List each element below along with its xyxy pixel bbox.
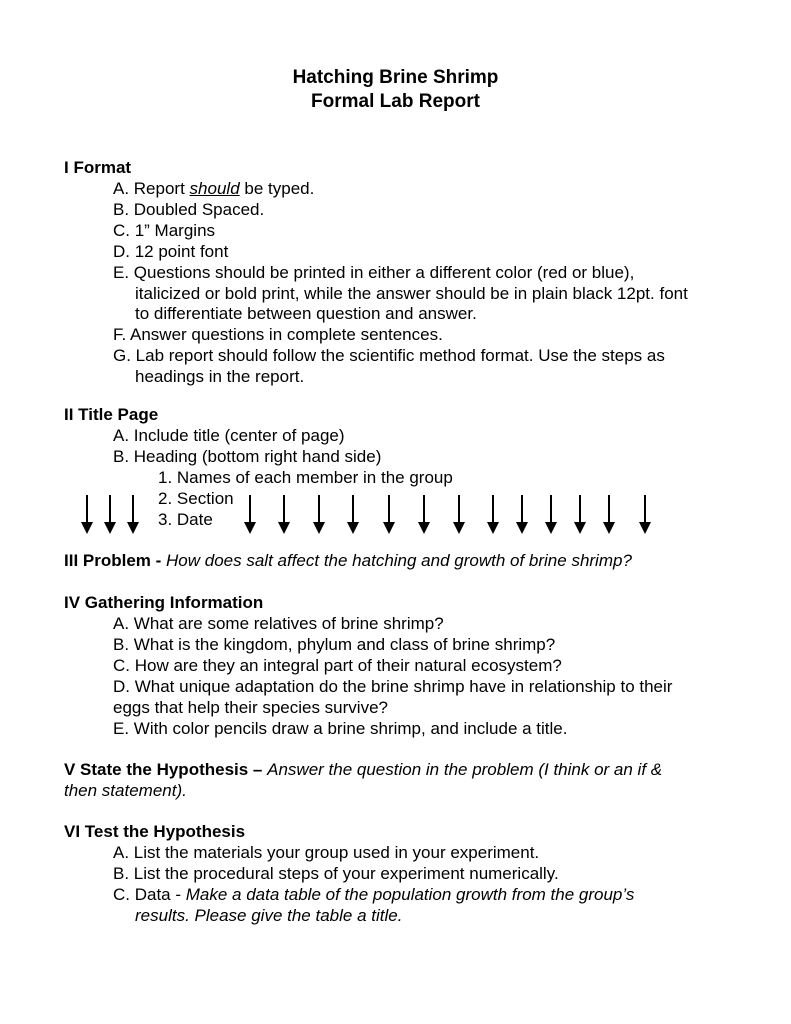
down-arrow-icon bbox=[601, 493, 617, 535]
gathering-item-a: A. What are some relatives of brine shrimp? bbox=[113, 614, 444, 633]
section-format-heading: I Format bbox=[64, 158, 132, 177]
test-item-c-label: C. Data - bbox=[113, 885, 186, 904]
test-item-b: B. List the procedural steps of your experiment numerically. bbox=[113, 864, 559, 883]
gathering-item-e: E. With color pencils draw a brine shrimp, and include a title. bbox=[113, 719, 568, 738]
test-item-a: A. List the materials your group used in your experiment. bbox=[113, 843, 540, 862]
format-item-a-post: be typed. bbox=[239, 179, 315, 198]
down-arrow-icon bbox=[311, 493, 327, 535]
title-page-item-b: B. Heading (bottom right hand side) bbox=[113, 447, 382, 466]
down-arrow-icon bbox=[242, 493, 258, 535]
format-item-g-line1: G. Lab report should follow the scientific method format. Use the steps as bbox=[113, 346, 665, 365]
gathering-item-c: C. How are they an integral part of their natural ecosystem? bbox=[113, 656, 562, 675]
section-hypothesis bbox=[64, 759, 662, 780]
format-item-e-line1: E. Questions should be printed in either a different color (red or blue), bbox=[113, 263, 635, 282]
format-item-d: D. 12 point font bbox=[113, 242, 229, 261]
down-arrow-icon bbox=[416, 493, 432, 535]
heading-subitem-1: 1. Names of each member in the group bbox=[158, 468, 453, 487]
gathering-item-d-line2: eggs that help their species survive? bbox=[113, 698, 388, 717]
format-item-f: F. Answer questions in complete sentences. bbox=[113, 325, 443, 344]
down-arrow-icon bbox=[485, 493, 501, 535]
format-item-e-line3: to differentiate between question and answer. bbox=[135, 304, 477, 323]
section-title-page-heading: II Title Page bbox=[64, 405, 159, 424]
test-item-c-text: Make a data table of the population growth from the group’s bbox=[185, 885, 635, 904]
down-arrow-icon bbox=[514, 493, 530, 535]
section-problem-heading: III Problem - bbox=[64, 551, 167, 570]
format-item-c: C. 1” Margins bbox=[113, 221, 216, 240]
format-item-a-emphasis: should bbox=[189, 179, 240, 198]
document-subtitle: Formal Lab Report bbox=[311, 91, 480, 112]
format-item-a bbox=[113, 178, 314, 199]
test-item-c-line2: results. Please give the table a title. bbox=[135, 906, 403, 925]
hypothesis-text-line2: then statement). bbox=[64, 781, 187, 800]
gathering-item-d-line1: D. What unique adaptation do the brine shrimp have in relationship to their bbox=[113, 677, 673, 696]
section-gathering-heading: IV Gathering Information bbox=[64, 593, 264, 612]
down-arrow-icon bbox=[125, 493, 141, 535]
format-item-e-line2: italicized or bold print, while the answer should be in plain black 12pt. font bbox=[135, 284, 688, 303]
down-arrow-icon bbox=[543, 493, 559, 535]
section-problem bbox=[64, 550, 632, 571]
title-page-item-a: A. Include title (center of page) bbox=[113, 426, 345, 445]
down-arrow-icon bbox=[102, 493, 118, 535]
down-arrow-icon bbox=[451, 493, 467, 535]
problem-question: How does salt affect the hatching and growth of brine shrimp? bbox=[166, 551, 632, 570]
down-arrow-icon bbox=[572, 493, 588, 535]
gathering-item-b: B. What is the kingdom, phylum and class of brine shrimp? bbox=[113, 635, 556, 654]
down-arrow-icon bbox=[345, 493, 361, 535]
test-item-c-line1 bbox=[113, 884, 634, 905]
down-arrow-icon bbox=[381, 493, 397, 535]
heading-subitem-3: 3. Date bbox=[158, 510, 213, 529]
section-test-heading: VI Test the Hypothesis bbox=[64, 822, 246, 841]
down-arrow-icon bbox=[637, 493, 653, 535]
document-title: Hatching Brine Shrimp bbox=[292, 67, 499, 88]
hypothesis-text-line1: Answer the question in the problem (I think or an if & bbox=[267, 760, 663, 779]
section-hypothesis-heading: V State the Hypothesis – bbox=[64, 760, 268, 779]
down-arrow-icon bbox=[276, 493, 292, 535]
format-item-a-pre: A. Report bbox=[113, 179, 190, 198]
format-item-g-line2: headings in the report. bbox=[135, 367, 305, 386]
down-arrow-icon bbox=[79, 493, 95, 535]
heading-subitem-2: 2. Section bbox=[158, 489, 234, 508]
format-item-b: B. Doubled Spaced. bbox=[113, 200, 265, 219]
